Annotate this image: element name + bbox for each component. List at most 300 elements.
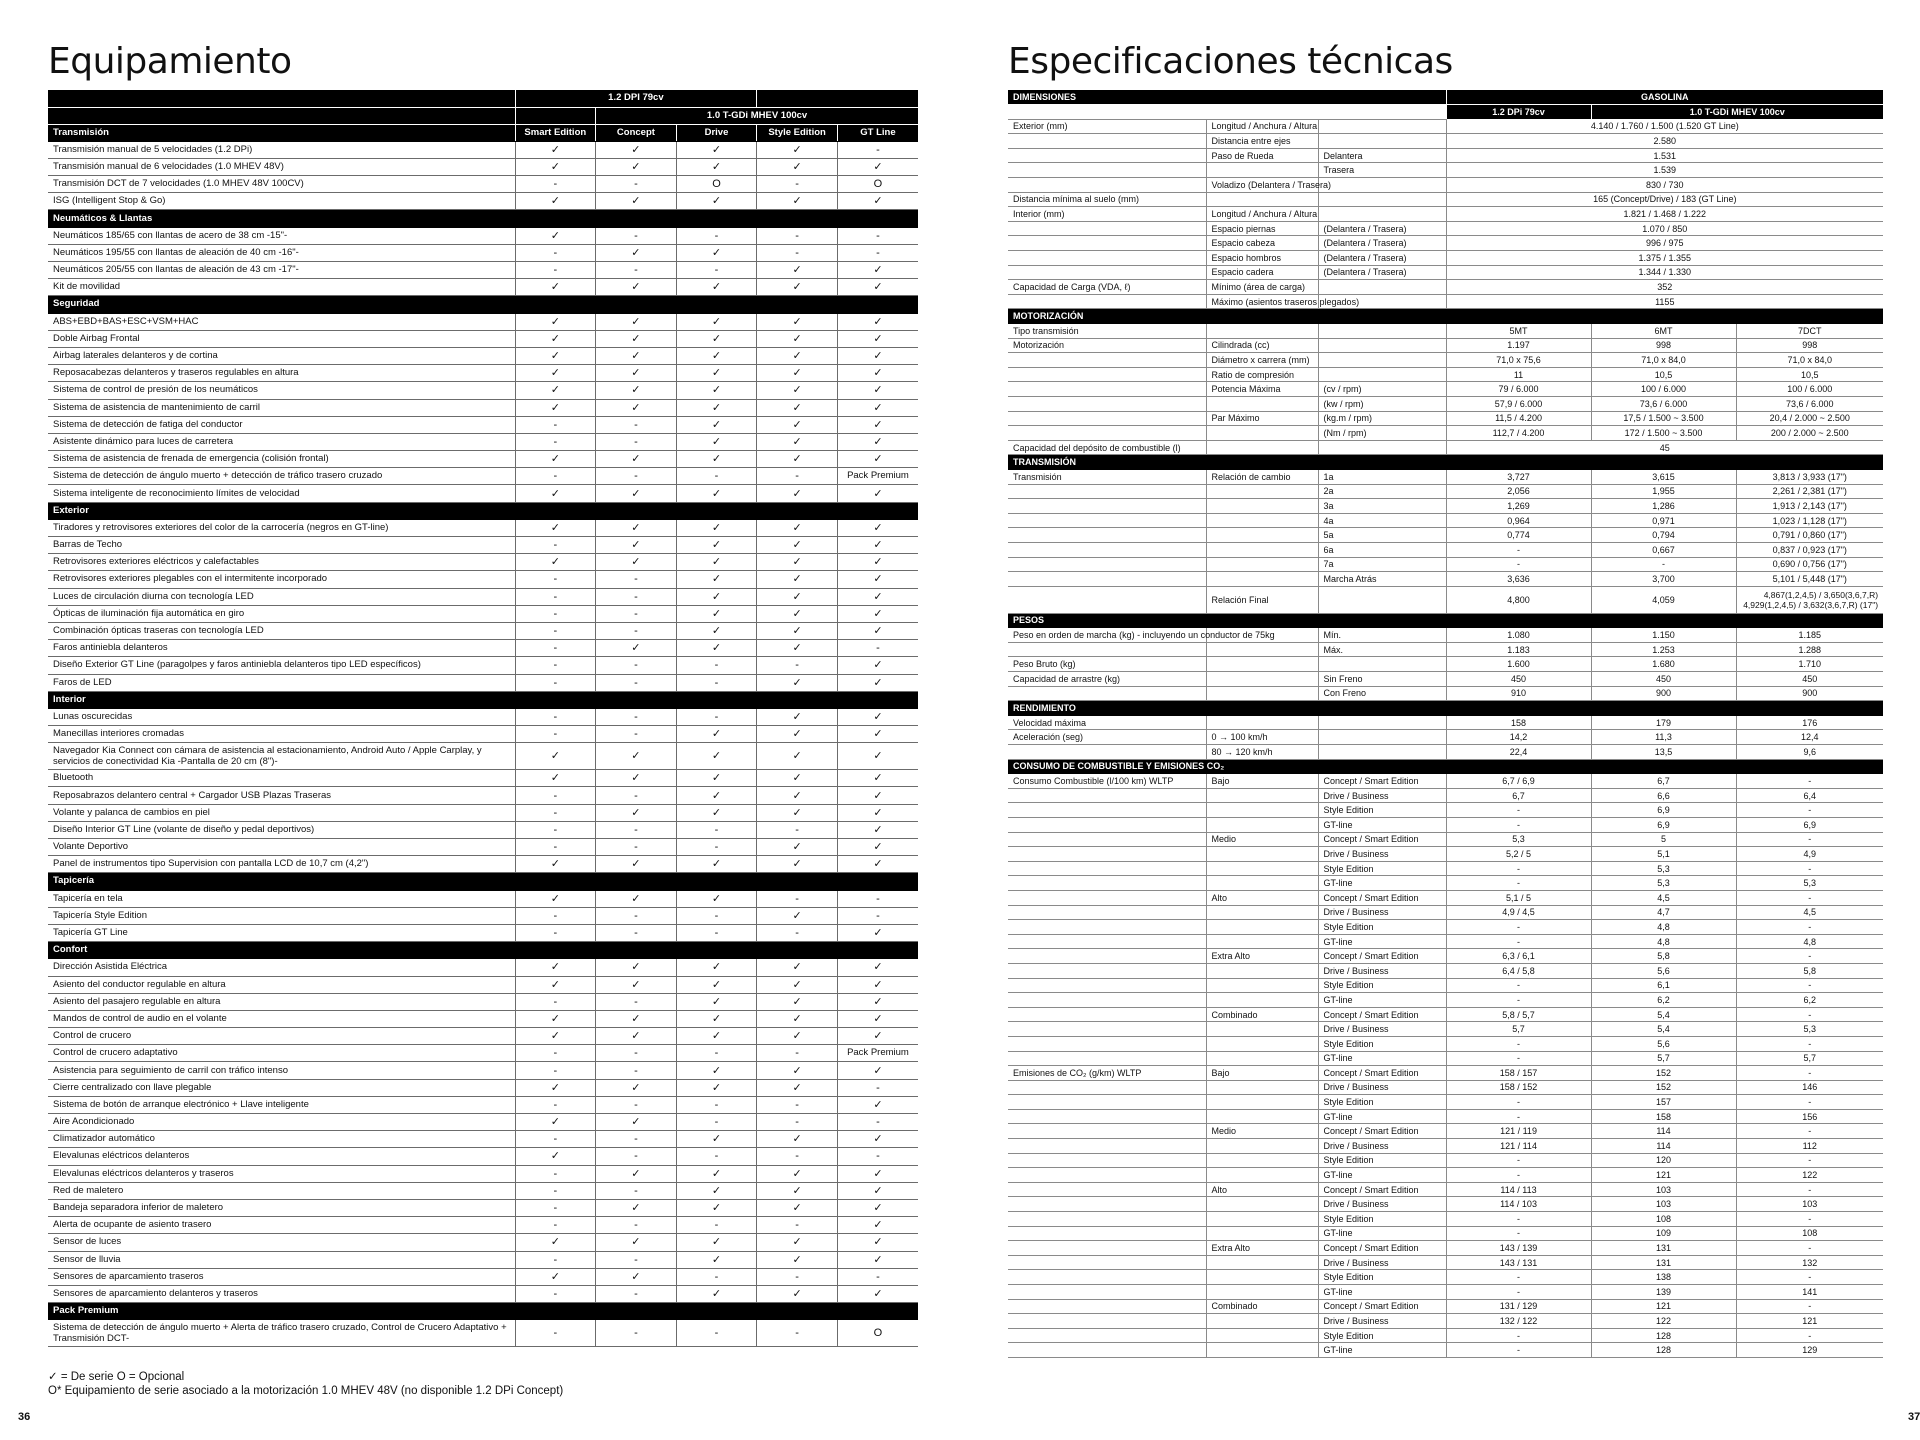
fuel-type: GASOLINA bbox=[1446, 90, 1883, 105]
table-row bbox=[1008, 499, 1883, 514]
spec-category bbox=[1008, 484, 1206, 499]
feature-value: ✓ bbox=[676, 1182, 757, 1199]
spec-label bbox=[1206, 1022, 1318, 1037]
spec-value: 6,2 bbox=[1736, 993, 1883, 1008]
spec-value: 143 / 131 bbox=[1446, 1255, 1591, 1270]
spec-label: Medio bbox=[1206, 832, 1318, 847]
table-row bbox=[1008, 920, 1883, 935]
spec-label bbox=[1206, 426, 1318, 441]
spec-sublabel: Style Edition bbox=[1318, 1328, 1446, 1343]
spec-category bbox=[1008, 686, 1206, 701]
spec-value: 9,6 bbox=[1736, 745, 1883, 760]
section-row bbox=[48, 502, 918, 519]
feature-value: ✓ bbox=[837, 622, 918, 639]
spec-sublabel: Concept / Smart Edition bbox=[1318, 1124, 1446, 1139]
table-row bbox=[1008, 818, 1883, 833]
feature-value: ✓ bbox=[515, 890, 596, 907]
table-row bbox=[1008, 280, 1883, 295]
spec-value: 4,800 bbox=[1446, 586, 1591, 613]
feature-value: - bbox=[676, 227, 757, 244]
feature-label: Sensores de aparcamiento delanteros y traseros bbox=[48, 1285, 515, 1302]
feature-value: - bbox=[596, 433, 677, 450]
table-row bbox=[1008, 963, 1883, 978]
spec-value: 10,5 bbox=[1591, 367, 1736, 382]
table-row bbox=[48, 262, 918, 279]
spec-category bbox=[1008, 788, 1206, 803]
feature-value: ✓ bbox=[837, 924, 918, 941]
table-row bbox=[1008, 1226, 1883, 1241]
specifications-page bbox=[1008, 0, 1920, 1440]
spec-value: 0,837 / 0,923 (17") bbox=[1736, 542, 1883, 557]
table-row bbox=[48, 1217, 918, 1234]
feature-value: - bbox=[515, 1251, 596, 1268]
spec-value: 2,056 bbox=[1446, 484, 1591, 499]
table-row bbox=[1008, 528, 1883, 543]
table-row bbox=[48, 1251, 918, 1268]
feature-value: ✓ bbox=[515, 365, 596, 382]
feature-value: ✓ bbox=[515, 451, 596, 468]
feature-value: - bbox=[757, 227, 838, 244]
feature-value: - bbox=[757, 244, 838, 261]
spec-category: Consumo Combustible (l/100 km) WLTP bbox=[1008, 774, 1206, 789]
feature-value: - bbox=[596, 821, 677, 838]
table-row bbox=[1008, 178, 1883, 193]
spec-category bbox=[1008, 426, 1206, 441]
table-row bbox=[48, 1165, 918, 1182]
section-row bbox=[48, 942, 918, 959]
spec-sublabel: Concept / Smart Edition bbox=[1318, 1299, 1446, 1314]
spec-sublabel: Sin Freno bbox=[1318, 672, 1446, 687]
section-row bbox=[48, 1303, 918, 1320]
feature-label: Sistema de detección de ángulo muerto + Alerta de tráfico trasero cruzado, Control de Crucero Adaptativo + Transmisión DCT- bbox=[48, 1320, 515, 1347]
spec-label: Extra Alto bbox=[1206, 949, 1318, 964]
spec-category bbox=[1008, 1022, 1206, 1037]
spec-value: 5,7 bbox=[1591, 1051, 1736, 1066]
spec-value: 103 bbox=[1736, 1197, 1883, 1212]
feature-value: ✓ bbox=[837, 382, 918, 399]
spec-label bbox=[1206, 1212, 1318, 1227]
spec-category bbox=[1008, 1095, 1206, 1110]
spec-label: 0 → 100 km/h bbox=[1206, 730, 1318, 745]
spec-sublabel bbox=[1318, 324, 1446, 339]
spec-category: Peso en orden de marcha (kg) - incluyendo un conductor de 75kg bbox=[1008, 628, 1206, 643]
feature-value: ✓ bbox=[837, 365, 918, 382]
spec-category bbox=[1008, 1168, 1206, 1183]
spec-category bbox=[1008, 876, 1206, 891]
spec-value: - bbox=[1446, 1036, 1591, 1051]
spec-category bbox=[1008, 251, 1206, 266]
spec-label bbox=[1206, 572, 1318, 587]
feature-value: ✓ bbox=[596, 451, 677, 468]
feature-value: ✓ bbox=[757, 588, 838, 605]
feature-value: ✓ bbox=[757, 1251, 838, 1268]
spec-value: 6,3 / 6,1 bbox=[1446, 949, 1591, 964]
table-row bbox=[48, 193, 918, 210]
spec-value: - bbox=[1736, 890, 1883, 905]
spec-label bbox=[1206, 978, 1318, 993]
feature-value: Pack Premium bbox=[837, 468, 918, 485]
table-row bbox=[48, 519, 918, 536]
feature-value: - bbox=[515, 708, 596, 725]
spec-value: 1.531 bbox=[1446, 148, 1883, 163]
spec-sublabel: Drive / Business bbox=[1318, 1255, 1446, 1270]
spec-category bbox=[1008, 993, 1206, 1008]
spec-value: - bbox=[1446, 876, 1591, 891]
feature-label: Sensor de luces bbox=[48, 1234, 515, 1251]
spec-value: - bbox=[1446, 1212, 1591, 1227]
table-row bbox=[1008, 367, 1883, 382]
spec-label: Paso de Rueda bbox=[1206, 148, 1318, 163]
table-row bbox=[48, 330, 918, 347]
feature-value: ✓ bbox=[596, 1010, 677, 1027]
spec-value: 5,8 bbox=[1591, 949, 1736, 964]
feature-value: ✓ bbox=[515, 554, 596, 571]
spec-value: 6,1 bbox=[1591, 978, 1736, 993]
spec-value: 71,0 x 84,0 bbox=[1591, 353, 1736, 368]
table-row bbox=[48, 890, 918, 907]
table-row bbox=[1008, 803, 1883, 818]
feature-value: ✓ bbox=[757, 485, 838, 502]
table-row bbox=[1008, 876, 1883, 891]
spec-sublabel: Style Edition bbox=[1318, 1212, 1446, 1227]
feature-value: ✓ bbox=[837, 1010, 918, 1027]
feature-label: Tapicería en tela bbox=[48, 890, 515, 907]
spec-value: 132 bbox=[1736, 1255, 1883, 1270]
spec-label bbox=[1206, 1095, 1318, 1110]
spec-value: - bbox=[1446, 557, 1591, 572]
spec-category bbox=[1008, 353, 1206, 368]
feature-label: Neumáticos 185/65 con llantas de acero de 38 cm -15"- bbox=[48, 227, 515, 244]
feature-label: Volante y palanca de cambios en piel bbox=[48, 804, 515, 821]
spec-value: 5,101 / 5,448 (17") bbox=[1736, 572, 1883, 587]
table-row bbox=[1008, 396, 1883, 411]
spec-label bbox=[1206, 715, 1318, 730]
table-row bbox=[1008, 628, 1883, 643]
table-row bbox=[48, 657, 918, 674]
spec-label: Voladizo (Delantera / Trasera) bbox=[1206, 178, 1318, 193]
feature-value: - bbox=[596, 588, 677, 605]
spec-value: 4,8 bbox=[1591, 934, 1736, 949]
feature-value: ✓ bbox=[596, 158, 677, 175]
spec-value: 6,2 bbox=[1591, 993, 1736, 1008]
feature-value: ✓ bbox=[837, 313, 918, 330]
feature-label: Climatizador automático bbox=[48, 1131, 515, 1148]
feature-value: ✓ bbox=[676, 554, 757, 571]
table-row bbox=[48, 347, 918, 364]
feature-label: Retrovisores exteriores eléctricos y calefactables bbox=[48, 554, 515, 571]
feature-label: Tapicería GT Line bbox=[48, 924, 515, 941]
spec-sublabel: Trasera bbox=[1318, 163, 1446, 178]
feature-value: ✓ bbox=[676, 537, 757, 554]
feature-value: ✓ bbox=[676, 787, 757, 804]
spec-value: 0,774 bbox=[1446, 528, 1591, 543]
feature-value: - bbox=[837, 1268, 918, 1285]
spec-category bbox=[1008, 1139, 1206, 1154]
feature-value: ✓ bbox=[757, 839, 838, 856]
spec-label bbox=[1206, 905, 1318, 920]
spec-value: 1.375 / 1.355 bbox=[1446, 251, 1883, 266]
feature-value: ✓ bbox=[676, 158, 757, 175]
table-row bbox=[1008, 657, 1883, 672]
section-title: Neumáticos & Llantas bbox=[48, 210, 918, 227]
feature-label: Sistema inteligente de reconocimiento límites de velocidad bbox=[48, 485, 515, 502]
spec-label bbox=[1206, 876, 1318, 891]
table-row bbox=[1008, 788, 1883, 803]
feature-value: - bbox=[757, 1148, 838, 1165]
spec-label bbox=[1206, 1343, 1318, 1358]
section-title: Tapicería bbox=[48, 873, 918, 890]
spec-value: 128 bbox=[1591, 1328, 1736, 1343]
spec-value: 158 bbox=[1446, 715, 1591, 730]
spec-label bbox=[1206, 484, 1318, 499]
feature-value: - bbox=[515, 416, 596, 433]
feature-label: Red de maletero bbox=[48, 1182, 515, 1199]
spec-label bbox=[1206, 686, 1318, 701]
table-row bbox=[48, 804, 918, 821]
spec-value: 109 bbox=[1591, 1226, 1736, 1241]
table-row bbox=[48, 382, 918, 399]
feature-label: ISG (Intelligent Stop & Go) bbox=[48, 193, 515, 210]
feature-label: Kit de movilidad bbox=[48, 279, 515, 296]
feature-value: ✓ bbox=[757, 158, 838, 175]
table-row bbox=[48, 554, 918, 571]
feature-value: ✓ bbox=[676, 1285, 757, 1302]
feature-value: ✓ bbox=[676, 1062, 757, 1079]
feature-value: ✓ bbox=[596, 1234, 677, 1251]
spec-value: - bbox=[1446, 920, 1591, 935]
table-row bbox=[1008, 642, 1883, 657]
feature-value: ✓ bbox=[515, 1028, 596, 1045]
table-row bbox=[1008, 542, 1883, 557]
spec-value: 4,7 bbox=[1591, 905, 1736, 920]
spec-value: 114 bbox=[1591, 1124, 1736, 1139]
table-row bbox=[1008, 686, 1883, 701]
feature-value: - bbox=[837, 890, 918, 907]
spec-value: - bbox=[1446, 1328, 1591, 1343]
spec-sublabel: 7a bbox=[1318, 557, 1446, 572]
feature-value: - bbox=[596, 708, 677, 725]
section-title: MOTORIZACIÓN bbox=[1008, 309, 1883, 324]
feature-value: ✓ bbox=[596, 976, 677, 993]
feature-label: Transmisión manual de 5 velocidades (1.2 DPi) bbox=[48, 141, 515, 158]
spec-sublabel: Style Edition bbox=[1318, 1153, 1446, 1168]
spec-value: - bbox=[1446, 934, 1591, 949]
spec-category bbox=[1008, 1080, 1206, 1095]
feature-value: - bbox=[676, 262, 757, 279]
spec-value: 121 bbox=[1736, 1314, 1883, 1329]
spec-category bbox=[1008, 1343, 1206, 1358]
spec-sublabel: (Delantera / Trasera) bbox=[1318, 236, 1446, 251]
spec-sublabel: (Delantera / Trasera) bbox=[1318, 221, 1446, 236]
section-row bbox=[48, 873, 918, 890]
spec-value: 146 bbox=[1736, 1080, 1883, 1095]
feature-value: ✓ bbox=[757, 907, 838, 924]
spec-value: 4,5 bbox=[1591, 890, 1736, 905]
spec-value: - bbox=[1446, 1153, 1591, 1168]
feature-value: - bbox=[596, 227, 677, 244]
feature-value: ✓ bbox=[676, 244, 757, 261]
spec-value: 6,7 bbox=[1446, 788, 1591, 803]
feature-value: - bbox=[676, 821, 757, 838]
feature-value: - bbox=[757, 1217, 838, 1234]
table-row bbox=[1008, 440, 1883, 455]
feature-value: - bbox=[596, 1148, 677, 1165]
feature-value: ✓ bbox=[837, 674, 918, 691]
spec-label: Potencia Máxima bbox=[1206, 382, 1318, 397]
spec-value: 131 bbox=[1591, 1241, 1736, 1256]
spec-value: 11,5 / 4.200 bbox=[1446, 411, 1591, 426]
spec-value: - bbox=[1446, 1285, 1591, 1300]
spec-value: 131 / 129 bbox=[1446, 1299, 1591, 1314]
spec-label: Alto bbox=[1206, 1182, 1318, 1197]
feature-value: ✓ bbox=[596, 244, 677, 261]
feature-value: ✓ bbox=[757, 605, 838, 622]
feature-label: Luces de circulación diurna con tecnología LED bbox=[48, 588, 515, 605]
spec-sublabel: 5a bbox=[1318, 528, 1446, 543]
spec-category bbox=[1008, 411, 1206, 426]
feature-value: ✓ bbox=[676, 993, 757, 1010]
spec-value: 998 bbox=[1591, 338, 1736, 353]
feature-value: ✓ bbox=[676, 433, 757, 450]
spec-value: 6MT bbox=[1591, 324, 1736, 339]
spec-value: 128 bbox=[1591, 1343, 1736, 1358]
feature-value: ✓ bbox=[757, 416, 838, 433]
feature-value: ✓ bbox=[676, 399, 757, 416]
spec-sublabel: Style Edition bbox=[1318, 803, 1446, 818]
feature-value: - bbox=[596, 726, 677, 743]
feature-value: ✓ bbox=[676, 382, 757, 399]
feature-value: ✓ bbox=[837, 451, 918, 468]
spec-category bbox=[1008, 1226, 1206, 1241]
spec-value: 3,615 bbox=[1591, 469, 1736, 484]
feature-value: ✓ bbox=[757, 365, 838, 382]
spec-value: 450 bbox=[1736, 672, 1883, 687]
table-row bbox=[1008, 847, 1883, 862]
spec-value: 120 bbox=[1591, 1153, 1736, 1168]
page-number-left: 36 bbox=[18, 1411, 31, 1423]
feature-value: ✓ bbox=[596, 347, 677, 364]
feature-value: ✓ bbox=[515, 1268, 596, 1285]
spec-category: Capacidad del depósito de combustible (l) bbox=[1008, 440, 1206, 455]
spec-value: 3,813 / 3,933 (17") bbox=[1736, 469, 1883, 484]
feature-value: ✓ bbox=[757, 726, 838, 743]
spec-label bbox=[1206, 1328, 1318, 1343]
feature-value: - bbox=[837, 1079, 918, 1096]
spec-category bbox=[1008, 367, 1206, 382]
engine-group-1: 1.2 DPI 79cv bbox=[515, 90, 757, 107]
spec-value: - bbox=[1446, 1343, 1591, 1358]
spec-category bbox=[1008, 642, 1206, 657]
table-row bbox=[48, 743, 918, 770]
section-row bbox=[1008, 455, 1883, 470]
table-row bbox=[1008, 586, 1883, 613]
feature-value: ✓ bbox=[757, 976, 838, 993]
feature-value: ✓ bbox=[515, 770, 596, 787]
table-row bbox=[48, 770, 918, 787]
spec-label bbox=[1206, 557, 1318, 572]
table-row bbox=[48, 787, 918, 804]
feature-value: - bbox=[837, 640, 918, 657]
spec-value: 1,023 / 1,128 (17") bbox=[1736, 513, 1883, 528]
feature-value: - bbox=[515, 537, 596, 554]
feature-value: - bbox=[596, 416, 677, 433]
spec-value: 1.539 bbox=[1446, 163, 1883, 178]
spec-value: - bbox=[1736, 949, 1883, 964]
feature-value: - bbox=[596, 605, 677, 622]
feature-value: ✓ bbox=[837, 821, 918, 838]
spec-sublabel: Máx. bbox=[1318, 642, 1446, 657]
page-number-right: 37 bbox=[1908, 1411, 1920, 1423]
section-title: PESOS bbox=[1008, 613, 1883, 628]
section-title: RENDIMIENTO bbox=[1008, 701, 1883, 716]
feature-label: Cierre centralizado con llave plegable bbox=[48, 1079, 515, 1096]
section-title: TRANSMISIÓN bbox=[1008, 455, 1883, 470]
feature-value: ✓ bbox=[676, 726, 757, 743]
feature-value: - bbox=[676, 1320, 757, 1347]
table-row bbox=[48, 959, 918, 976]
table-row bbox=[1008, 236, 1883, 251]
spec-sublabel: GT-line bbox=[1318, 1285, 1446, 1300]
feature-value: ✓ bbox=[676, 770, 757, 787]
feature-value: ✓ bbox=[757, 959, 838, 976]
spec-category bbox=[1008, 557, 1206, 572]
spec-value: - bbox=[1736, 1124, 1883, 1139]
spec-value: 17,5 / 1.500 ~ 3.500 bbox=[1591, 411, 1736, 426]
table-row bbox=[1008, 774, 1883, 789]
feature-value: ✓ bbox=[676, 347, 757, 364]
spec-sublabel: 2a bbox=[1318, 484, 1446, 499]
feature-label: Sistema de asistencia de frenada de emergencia (colisión frontal) bbox=[48, 451, 515, 468]
table-row bbox=[48, 1010, 918, 1027]
spec-label: Cilindrada (cc) bbox=[1206, 338, 1318, 353]
spec-category bbox=[1008, 1314, 1206, 1329]
feature-value: ✓ bbox=[596, 141, 677, 158]
spec-label bbox=[1206, 542, 1318, 557]
spec-value: - bbox=[1736, 861, 1883, 876]
spec-value: - bbox=[1446, 861, 1591, 876]
spec-label bbox=[1206, 1168, 1318, 1183]
table-row bbox=[48, 1114, 918, 1131]
spec-value: 1.710 bbox=[1736, 657, 1883, 672]
table-row bbox=[1008, 890, 1883, 905]
feature-value: ✓ bbox=[676, 330, 757, 347]
feature-label: Transmisión manual de 6 velocidades (1.0 MHEV 48V) bbox=[48, 158, 515, 175]
spec-label bbox=[1206, 788, 1318, 803]
spec-label: Máximo (asientos traseros plegados) bbox=[1206, 294, 1318, 309]
table-row bbox=[48, 1045, 918, 1062]
table-row bbox=[1008, 715, 1883, 730]
spec-value: 3,700 bbox=[1591, 572, 1736, 587]
feature-value: ✓ bbox=[757, 622, 838, 639]
feature-value: ✓ bbox=[757, 554, 838, 571]
spec-sublabel bbox=[1318, 367, 1446, 382]
feature-value: - bbox=[596, 907, 677, 924]
spec-value: 3,727 bbox=[1446, 469, 1591, 484]
feature-value: ✓ bbox=[676, 571, 757, 588]
spec-category bbox=[1008, 1109, 1206, 1124]
table-row bbox=[1008, 861, 1883, 876]
table-row bbox=[1008, 1109, 1883, 1124]
spec-value: 5,2 / 5 bbox=[1446, 847, 1591, 862]
feature-value: ✓ bbox=[757, 519, 838, 536]
spec-category: Peso Bruto (kg) bbox=[1008, 657, 1206, 672]
spec-value: 5,3 bbox=[1446, 832, 1591, 847]
spec-value: - bbox=[1446, 542, 1591, 557]
feature-value: - bbox=[596, 1285, 677, 1302]
feature-label: Tapicería Style Edition bbox=[48, 907, 515, 924]
spec-sublabel: Style Edition bbox=[1318, 978, 1446, 993]
feature-value: ✓ bbox=[837, 554, 918, 571]
